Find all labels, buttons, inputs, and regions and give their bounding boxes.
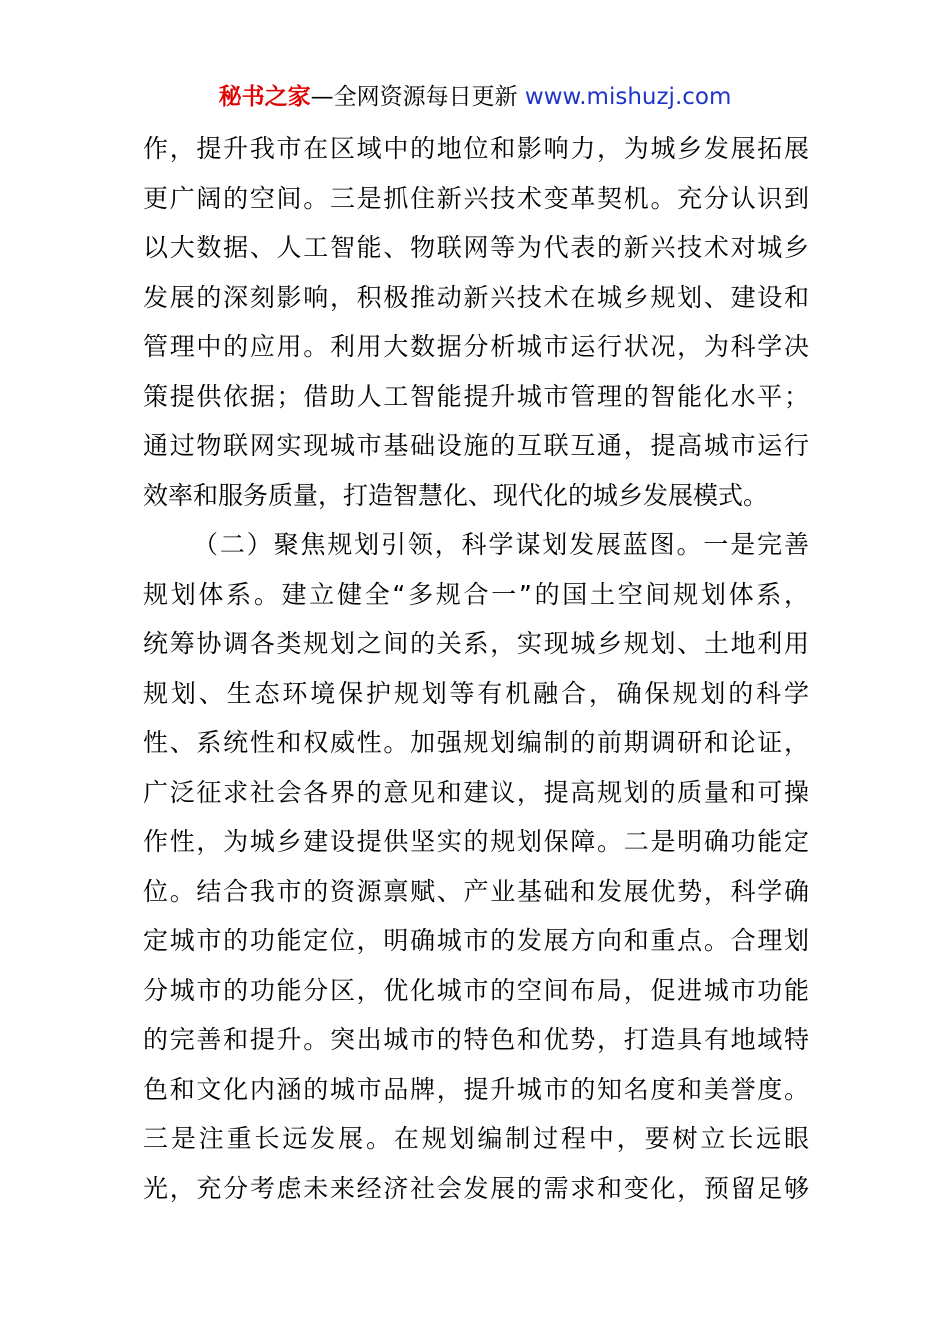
text-line: 策提供依据；借助人工智能提升城市管理的智能化水平； [143, 381, 809, 411]
text-line: 以大数据、人工智能、物联网等为代表的新兴技术对城乡 [143, 233, 809, 262]
text-line: 作，提升我市在区域中的地位和影响力，为城乡发展拓展 [143, 134, 809, 163]
text-line: 规划、生态环境保护规划等有机融合，确保规划的科学 [143, 678, 809, 708]
text-line: 位。结合我市的资源禀赋、产业基础和发展优势，科学确 [143, 876, 809, 906]
text-line: 发展的深刻影响，积极推动新兴技术在城乡规划、建设和 [143, 282, 809, 312]
text-line: 作性，为城乡建设提供坚实的规划保障。二是明确功能定 [143, 827, 809, 856]
text-line: 通过物联网实现城市基础设施的互联互通，提高城市运行 [143, 431, 809, 460]
document-body [143, 124, 809, 1213]
section-heading-line: （二）聚焦规划引领，科学谋划发展蓝图。一是完善 [193, 530, 809, 559]
text-line: 的完善和提升。突出城市的特色和优势，打造具有地域特 [143, 1025, 809, 1054]
text-line: 色和文化内涵的城市品牌，提升城市的知名度和美誉度。 [143, 1074, 809, 1104]
text-line: 广泛征求社会各界的意见和建议，提高规划的质量和可操 [143, 777, 809, 807]
text-line: 分城市的功能分区，优化城市的空间布局，促进城市功能 [143, 975, 809, 1005]
text-line: 规划体系。建立健全“多规合一”的国土空间规划体系， [143, 579, 809, 609]
page-header [0, 80, 950, 114]
text-line: 性、系统性和权威性。加强规划编制的前期调研和论证， [143, 728, 809, 757]
text-line: 统筹协调各类规划之间的关系，实现城乡规划、土地利用 [143, 629, 809, 658]
header-tagline: —全网资源每日更新 [310, 84, 525, 110]
paragraph-end-line: 效率和服务质量，打造智慧化、现代化的城乡发展模式。 [143, 480, 769, 510]
brand-name: 秘书之家 [218, 84, 311, 110]
text-line: 管理中的应用。利用大数据分析城市运行状况，为科学决 [143, 332, 809, 361]
text-line: 更广阔的空间。三是抓住新兴技术变革契机。充分认识到 [143, 183, 809, 213]
text-line: 定城市的功能定位，明确城市的发展方向和重点。合理划 [143, 926, 809, 955]
text-line: 光，充分考虑未来经济社会发展的需求和变化，预留足够 [143, 1173, 809, 1203]
text-line: 三是注重长远发展。在规划编制过程中，要树立长远眼 [143, 1124, 809, 1153]
website-link[interactable]: www.mishuzj.com [524, 84, 732, 110]
